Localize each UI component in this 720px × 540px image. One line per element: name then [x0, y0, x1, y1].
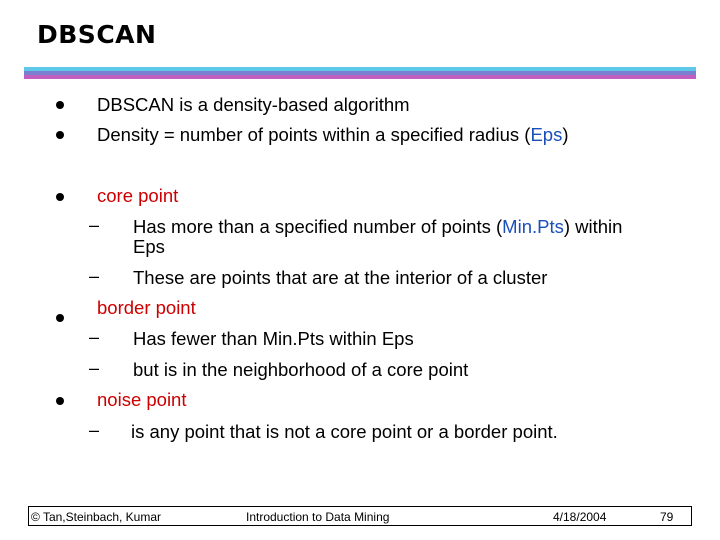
bullet-icon: [56, 131, 64, 139]
border-point-desc-1: Has fewer than Min.Pts within Eps: [133, 328, 414, 349]
border-point-desc-2: but is in the neighborhood of a core point: [133, 359, 469, 380]
footer-page-number: 79: [660, 510, 674, 524]
bullet-icon: [56, 397, 64, 405]
bullet-density-algorithm: DBSCAN is a density-based algorithm: [97, 94, 410, 115]
bullet-icon: [56, 193, 64, 201]
core-point-desc-1-cont: Eps: [133, 236, 165, 257]
minpts-term: Min.Pts: [502, 216, 564, 237]
footer-date: 4/18/2004: [553, 510, 607, 524]
dash-icon: –: [89, 215, 100, 235]
bullet-density-definition: [97, 124, 569, 146]
bullet-icon: [56, 314, 64, 322]
core-point-desc-2: These are points that are at the interior of a cluster: [133, 267, 548, 288]
bullet-icon: [56, 101, 64, 109]
core-point-heading: core point: [97, 185, 179, 206]
core-point-desc-1: [133, 216, 622, 238]
dash-icon: –: [89, 420, 100, 440]
density-definition-text: Density = number of points within a specified radius (: [97, 124, 531, 145]
noise-point-heading: noise point: [97, 389, 187, 410]
core-desc-close: ) within: [563, 216, 623, 237]
title-rule-bottom: [24, 75, 696, 79]
dash-icon: –: [89, 266, 100, 286]
footer-course: Introduction to Data Mining: [246, 510, 390, 524]
slide-title: DBSCAN: [37, 20, 157, 49]
core-desc-text: Has more than a specified number of points (: [133, 216, 503, 237]
border-point-heading: border point: [97, 297, 196, 318]
density-definition-close: ): [562, 124, 569, 145]
noise-point-desc-1: is any point that is not a core point or a border point.: [131, 421, 558, 442]
footer-authors: © Tan,Steinbach, Kumar: [31, 510, 162, 524]
dash-icon: –: [89, 327, 100, 347]
dash-icon: –: [89, 358, 100, 378]
eps-term: Eps: [530, 124, 563, 145]
